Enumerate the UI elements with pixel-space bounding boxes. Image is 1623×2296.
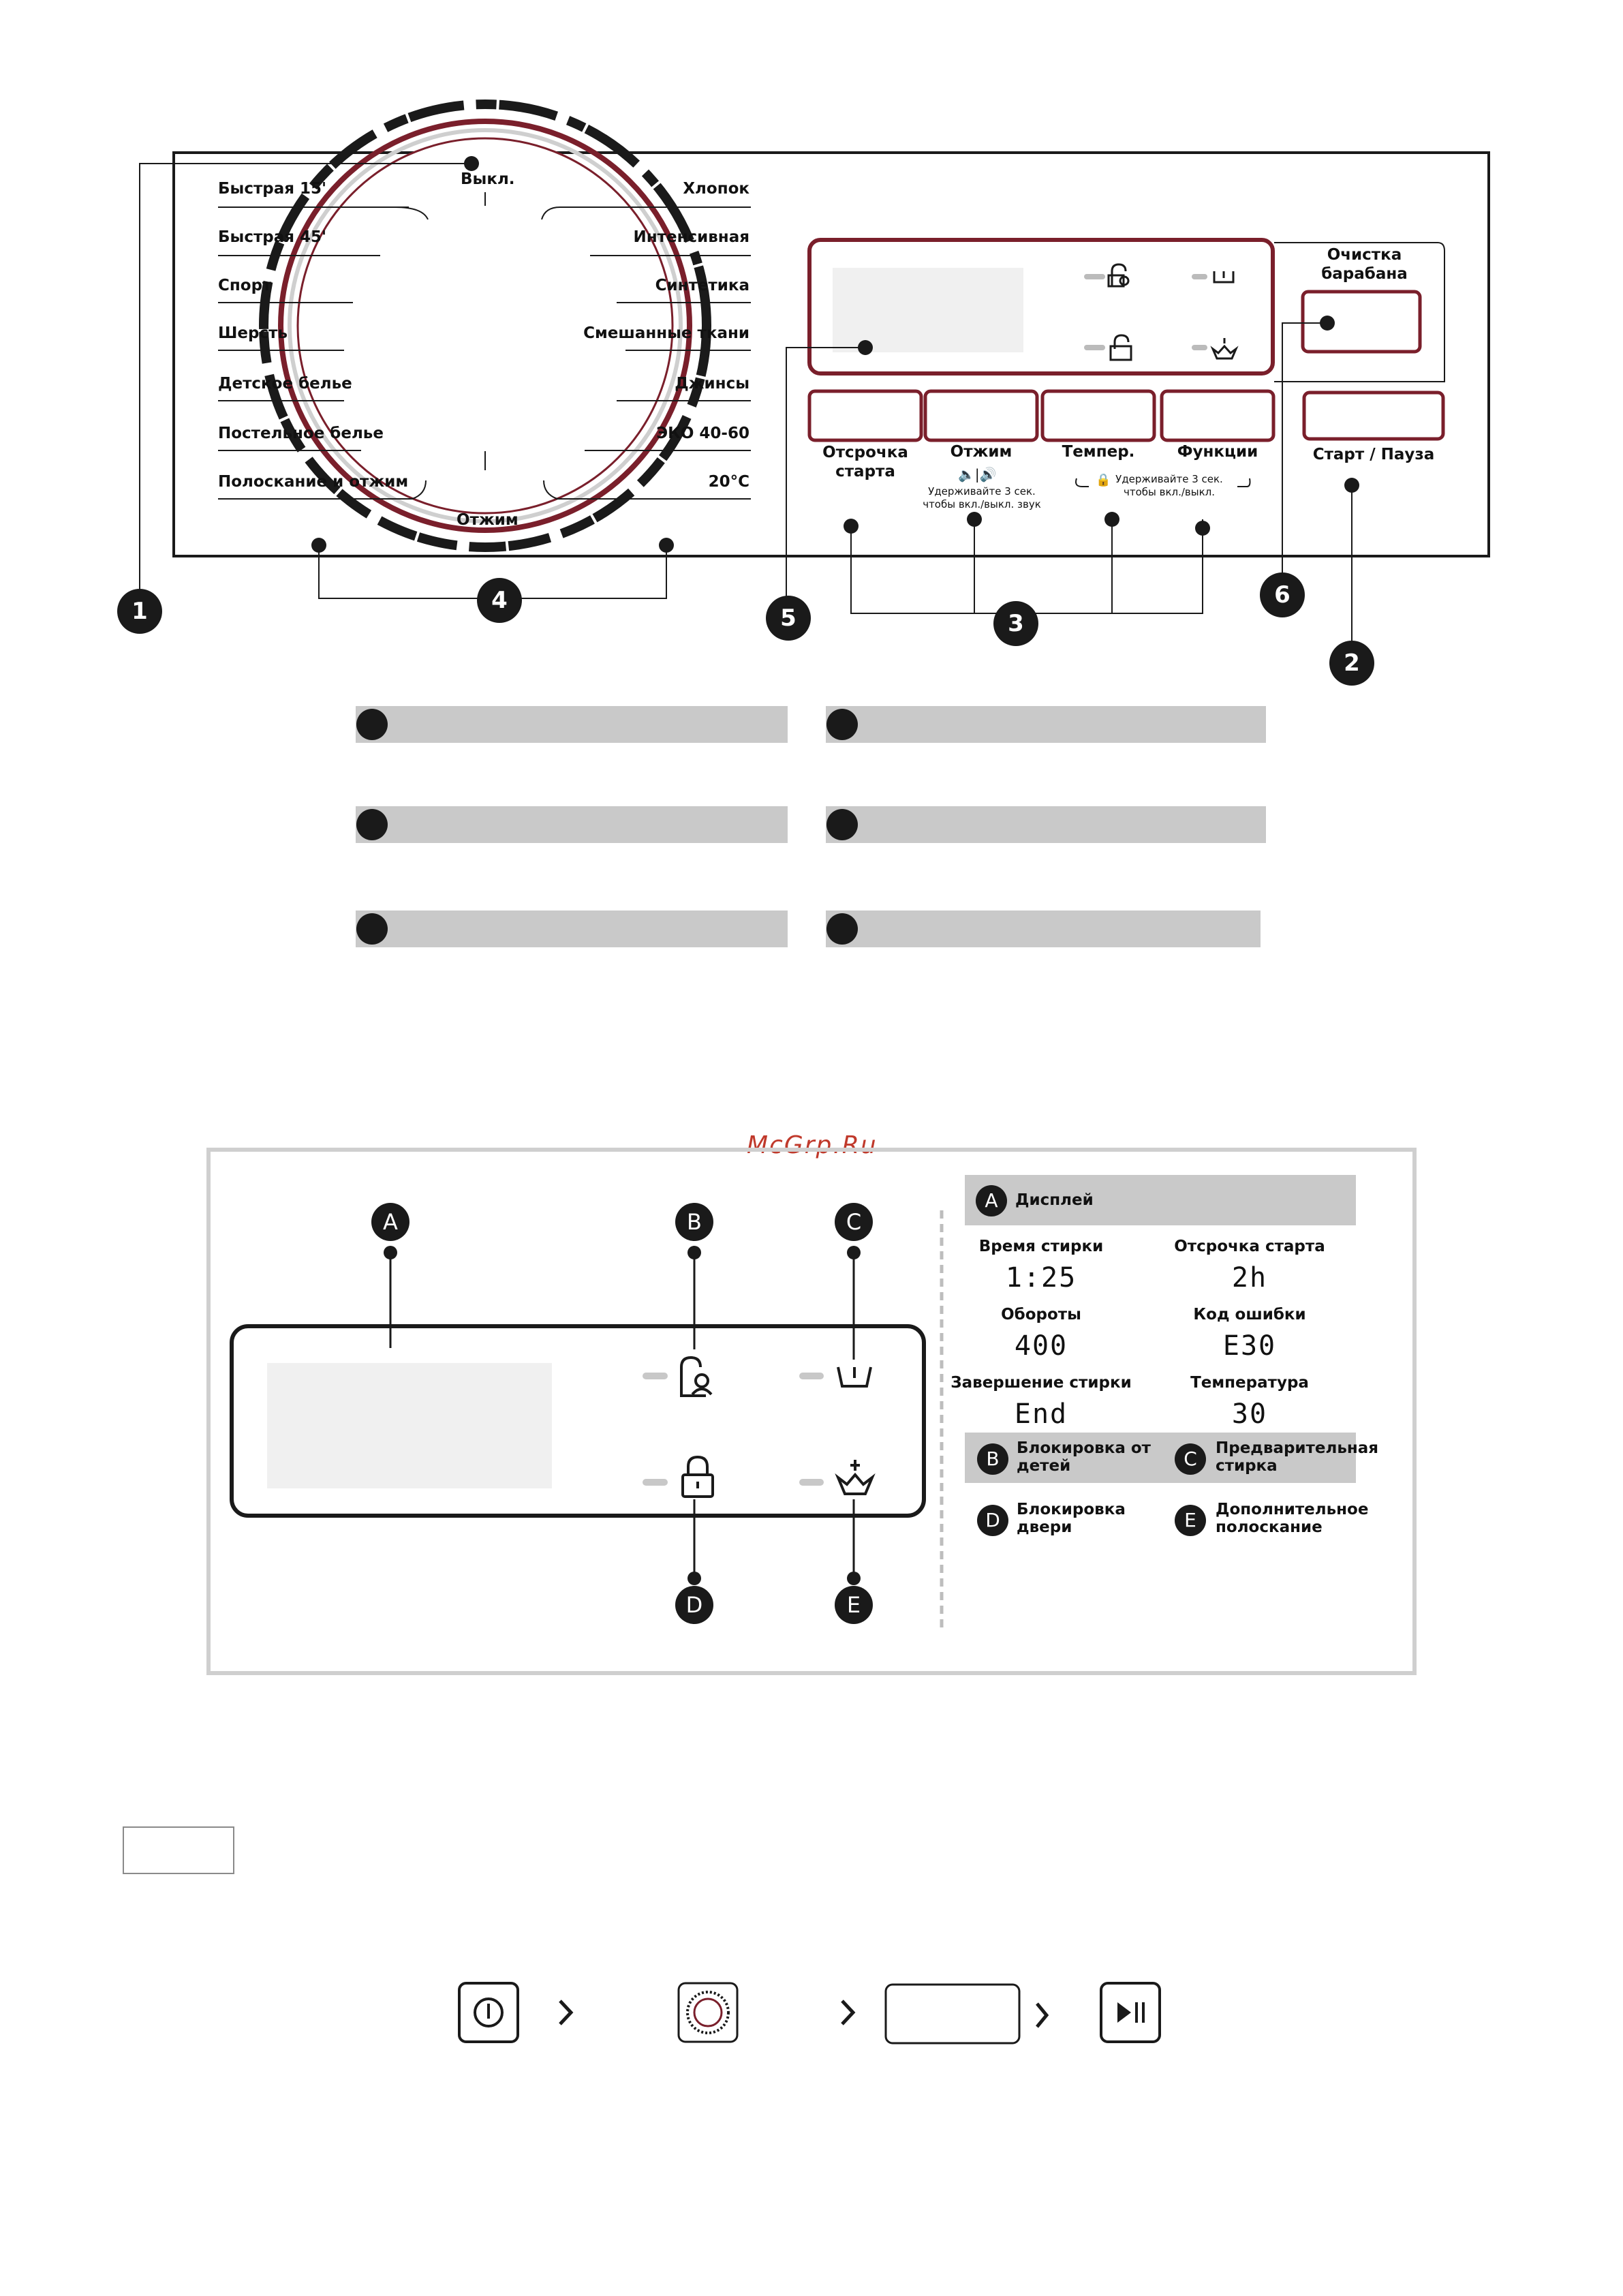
cell-temp-value: 30 (1231, 1398, 1268, 1430)
temp-button-label: Темпер. (1062, 443, 1135, 461)
legend-bar-3 (356, 806, 788, 843)
functions-lock-icon: 🔒 (1096, 473, 1111, 487)
callout-6: 6 (1260, 572, 1305, 617)
dial-off-label: Выкл. (461, 170, 515, 188)
spin-sound-hint: Удерживайте 3 сек. чтобы вкл./выкл. звук (923, 485, 1041, 510)
callout-5: 5 (766, 596, 811, 641)
program-left-5: Детское белье (218, 375, 352, 393)
callout-C: C (835, 1203, 873, 1241)
program-left-4: Шерсть (218, 324, 288, 342)
callout-E: E (835, 1586, 873, 1624)
legend-letter-C: C (1175, 1443, 1206, 1475)
cell-delay-label: Отсрочка старта (1174, 1238, 1325, 1255)
control-panel-diagram (0, 0, 1623, 968)
display-screen (833, 268, 1023, 352)
cell-rpm-value: 400 (1014, 1330, 1068, 1362)
legend-bar-2 (826, 706, 1266, 743)
callout-2: 2 (1329, 641, 1374, 686)
legend-text-D: Блокировка двери (1017, 1501, 1126, 1536)
program-right-2: Интенсивная (633, 228, 749, 246)
program-right-7: 20°C (708, 473, 749, 491)
callout-D: D (675, 1586, 713, 1624)
program-left-6: Постельное белье (218, 425, 384, 442)
legend-letter-D: D (977, 1505, 1008, 1536)
spin-button-label: Отжим (950, 443, 1013, 461)
step-arrow-1 (560, 2001, 571, 2024)
callout-4: 4 (477, 578, 522, 623)
play-pause-icon (1101, 1983, 1160, 2042)
callout-B: B (675, 1203, 713, 1241)
legend-bar-5 (356, 910, 788, 947)
program-right-5: Джинсы (675, 375, 749, 393)
legend-bullet (356, 709, 388, 740)
display-detail-svg (0, 1145, 1623, 1690)
step-sequence (0, 1963, 1623, 2072)
functions-hint: Удерживайте 3 сек. чтобы вкл./выкл. (1115, 473, 1223, 498)
cell-error-value: E30 (1222, 1330, 1277, 1362)
legend-letter-E: E (1175, 1505, 1206, 1536)
program-right-6: ЭКО 40-60 (656, 425, 749, 442)
callout-3: 3 (993, 601, 1038, 646)
watermark: McGrp.Ru (747, 1131, 878, 1159)
program-left-2: Быстрая 45' (218, 228, 327, 246)
step-arrow-3 (1037, 2004, 1047, 2027)
delay-start-button-label: Отсрочка старта (822, 444, 908, 480)
function-button-icon (886, 1985, 1019, 2043)
start-pause-label: Старт / Пауза (1312, 446, 1435, 463)
drum-clean-label: Очистка барабана (1321, 246, 1408, 283)
cell-delay-value: 2h (1231, 1262, 1268, 1294)
legend-text-B: Блокировка от детей (1017, 1439, 1151, 1475)
legend-bullet (356, 913, 388, 945)
callout-1: 1 (117, 589, 162, 634)
legend-bar-4 (826, 806, 1266, 843)
cell-wash-time-label: Время стирки (978, 1238, 1104, 1255)
cell-end-value: End (1014, 1398, 1068, 1430)
cell-wash-time-value: 1:25 (1005, 1262, 1077, 1294)
functions-button-label: Функции (1177, 443, 1258, 461)
legend-bullet (826, 809, 858, 840)
cell-error-label: Код ошибки (1193, 1306, 1306, 1323)
cell-end-label: Завершение стирки (950, 1374, 1132, 1392)
legend-text-C: Предварительная стирка (1216, 1439, 1379, 1475)
legend-text-E: Дополнительное полоскание (1216, 1501, 1369, 1536)
legend-header-text: Дисплей (1015, 1191, 1094, 1209)
legend-letter-B: B (977, 1443, 1008, 1475)
power-button-icon (459, 1983, 518, 2042)
legend-bar-1 (356, 706, 788, 743)
legend-bar-6 (826, 910, 1261, 947)
legend-bullet (826, 709, 858, 740)
program-left-7: Полоскание и отжим (218, 473, 409, 491)
cell-rpm-label: Обороты (1001, 1306, 1081, 1323)
program-right-3: Синтетика (655, 277, 749, 294)
sound-icon: 🔈|🔊 (958, 466, 997, 483)
legend-bullet (356, 809, 388, 840)
cell-temp-label: Температура (1190, 1374, 1309, 1392)
start-pause-button-shape (1304, 393, 1443, 439)
empty-label-box (123, 1826, 234, 1874)
program-left-3: Спорт (218, 277, 272, 294)
legend-bullet (826, 913, 858, 945)
dial-knob-icon (679, 1983, 737, 2042)
function-buttons (809, 391, 1273, 440)
step-arrow-2 (842, 2001, 853, 2024)
display-detail-screen (267, 1363, 552, 1488)
dial-spin-label: Отжим (457, 511, 519, 529)
legend-letter-A: A (976, 1185, 1007, 1216)
display-legend-header (965, 1175, 1356, 1225)
callout-A: A (371, 1203, 409, 1241)
program-left-1: Быстрая 15' (218, 180, 327, 198)
program-right-1: Хлопок (683, 180, 749, 198)
program-right-4: Смешанные ткани (583, 324, 749, 342)
